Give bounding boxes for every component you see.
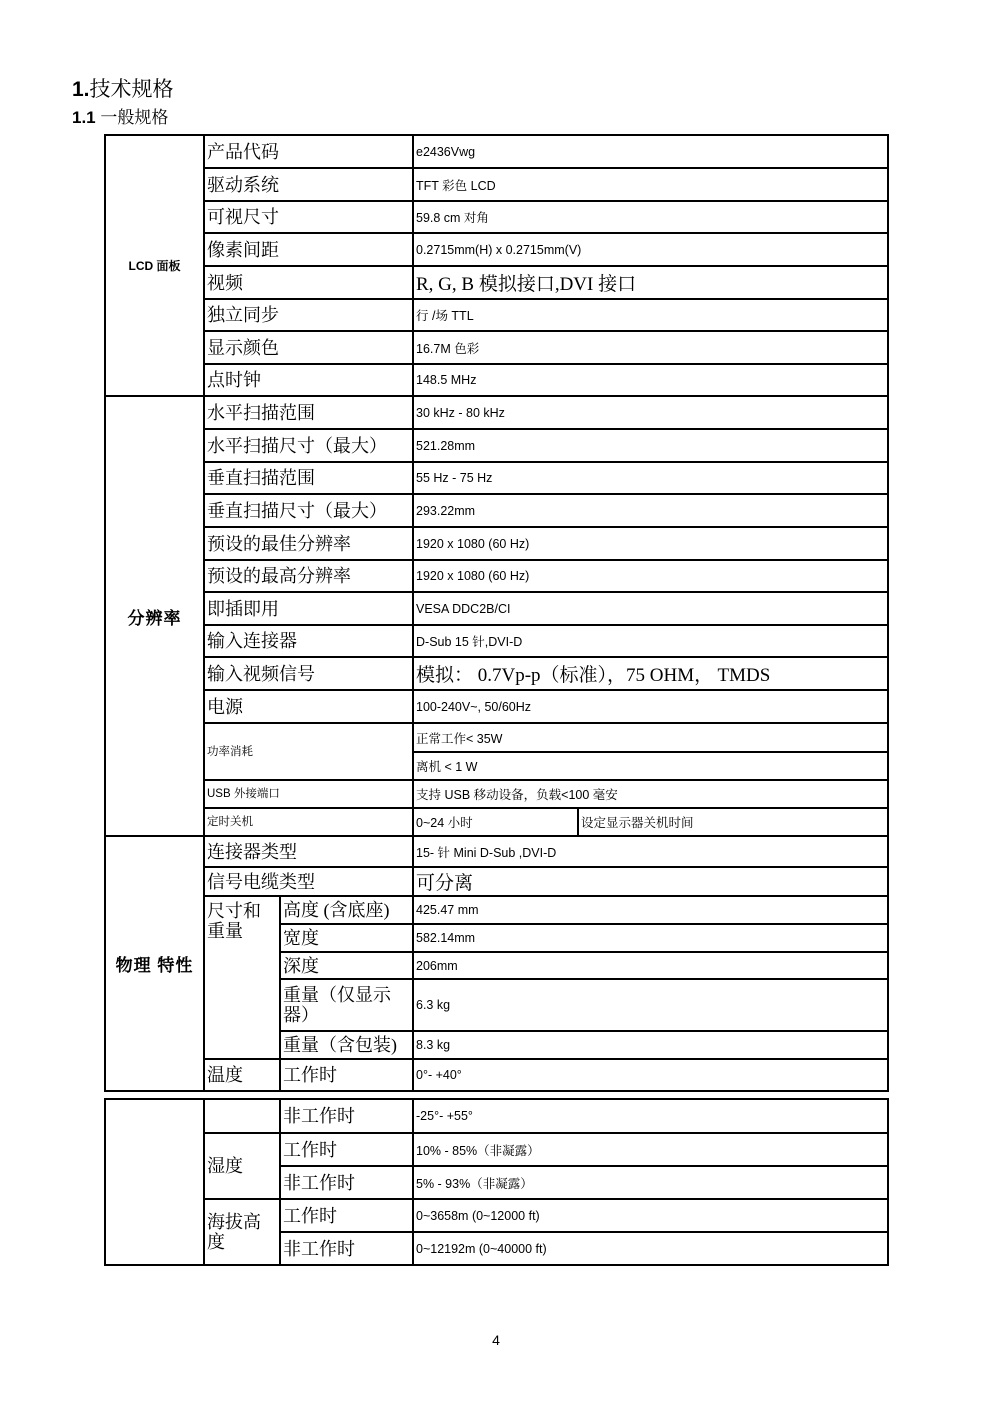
spec-label: 电源 <box>204 690 413 723</box>
spec-label: 预设的最高分辨率 <box>204 560 413 592</box>
spec-label: 驱动系统 <box>204 168 413 201</box>
spec-value: 55 Hz - 75 Hz <box>413 462 888 494</box>
table-row <box>105 1199 888 1232</box>
table-row <box>105 429 888 462</box>
table-row <box>105 168 888 201</box>
spec-label: 产品代码 <box>204 135 413 168</box>
spec-label: 输入连接器 <box>204 625 413 657</box>
spec-value: 1920 x 1080 (60 Hz) <box>413 560 888 592</box>
spec-value: e2436Vwg <box>413 135 888 168</box>
spec-sublabel: 工作时 <box>280 1133 413 1166</box>
spec-value: 5% - 93%（非凝露） <box>413 1166 888 1199</box>
spec-value: 1920 x 1080 (60 Hz) <box>413 527 888 560</box>
spec-value: 0.2715mm(H) x 0.2715mm(V) <box>413 233 888 266</box>
spec-value-timer: 0~24 小时 <box>413 808 578 836</box>
spec-value-power-on: 正常工作< 35W <box>413 723 888 752</box>
spec-value: 模拟： 0.7Vp-p（标准），75 OHM， TMDS <box>413 657 888 690</box>
section-heading <box>72 73 174 103</box>
spec-value: 425.47 mm <box>413 896 888 924</box>
spec-label-altitude: 海拔高度 <box>204 1199 280 1265</box>
spec-value: 30 kHz - 80 kHz <box>413 396 888 429</box>
spec-label-size-weight: 尺寸和重量 <box>204 896 280 1059</box>
spec-value: D-Sub 15 针,DVI-D <box>413 625 888 657</box>
table-row <box>105 896 888 924</box>
spec-value: 16.7M 色彩 <box>413 331 888 364</box>
spec-label-temperature: 温度 <box>204 1059 280 1091</box>
table-row <box>105 690 888 723</box>
spec-value: 8.3 kg <box>413 1031 888 1059</box>
spec-table-continued <box>104 1098 889 1266</box>
spec-sublabel: 非工作时 <box>280 1232 413 1265</box>
spec-note-timer: 设定显示器关机时间 <box>578 808 888 836</box>
spec-value: 6.3 kg <box>413 979 888 1031</box>
spec-value-usb: 支持 USB 移动设备，负载<100 毫安 <box>413 780 888 808</box>
table-row <box>105 462 888 494</box>
spec-label: 即插即用 <box>204 592 413 625</box>
spec-value: VESA DDC2B/CI <box>413 592 888 625</box>
spec-sublabel: 宽度 <box>280 924 413 952</box>
subsection-title: 一般规格 <box>100 108 169 127</box>
spec-label: 垂直扫描尺寸（最大） <box>204 494 413 527</box>
empty-cell <box>204 1099 280 1133</box>
spec-value: -25°- +55° <box>413 1099 888 1133</box>
table-row <box>105 780 888 808</box>
table-row <box>105 1133 888 1166</box>
subsection-heading <box>72 103 168 128</box>
spec-value: 15- 针 Mini D-Sub ,DVI-D <box>413 836 888 867</box>
table-row <box>105 527 888 560</box>
section-number: 1. <box>72 78 90 101</box>
spec-value: 0°- +40° <box>413 1059 888 1091</box>
spec-label: 独立同步 <box>204 299 413 331</box>
table-row <box>105 808 888 836</box>
table-row <box>105 625 888 657</box>
spec-sublabel: 工作时 <box>280 1059 413 1091</box>
table-row <box>105 836 888 867</box>
category-physical: 物理 特性 <box>105 836 204 1091</box>
spec-value: 521.28mm <box>413 429 888 462</box>
category-resolution: 分辨率 <box>105 396 204 836</box>
table-row <box>105 299 888 331</box>
spec-value: 148.5 MHz <box>413 364 888 396</box>
spec-value: 行 /场 TTL <box>413 299 888 331</box>
spec-label: 水平扫描尺寸（最大） <box>204 429 413 462</box>
spec-sublabel: 重量（仅显示器） <box>280 979 413 1031</box>
spec-label: 显示颜色 <box>204 331 413 364</box>
spec-value: TFT 彩色 LCD <box>413 168 888 201</box>
spec-label: 水平扫描范围 <box>204 396 413 429</box>
spec-sublabel: 非工作时 <box>280 1166 413 1199</box>
spec-label: 信号电缆类型 <box>204 867 413 896</box>
spec-value: 10% - 85%（非凝露） <box>413 1133 888 1166</box>
spec-value: 100-240V~, 50/60Hz <box>413 690 888 723</box>
table-row <box>105 657 888 690</box>
spec-table <box>104 134 889 1092</box>
spec-label: 可视尺寸 <box>204 201 413 233</box>
spec-label: 视频 <box>204 266 413 299</box>
table-row <box>105 1099 888 1133</box>
table-row <box>105 494 888 527</box>
category-blank <box>105 1099 204 1265</box>
table-row <box>105 592 888 625</box>
spec-value: 293.22mm <box>413 494 888 527</box>
spec-sublabel: 重量（含包装) <box>280 1031 413 1059</box>
page-number: 4 <box>492 1332 500 1348</box>
spec-value: 206mm <box>413 952 888 979</box>
spec-value: 59.8 cm 对角 <box>413 201 888 233</box>
spec-label: 连接器类型 <box>204 836 413 867</box>
spec-value-power-off: 离机 < 1 W <box>413 752 888 780</box>
spec-label: 像素间距 <box>204 233 413 266</box>
spec-sublabel: 高度 (含底座) <box>280 896 413 924</box>
spec-sublabel: 非工作时 <box>280 1099 413 1133</box>
table-row <box>105 396 888 429</box>
spec-label-usb: USB 外接端口 <box>204 780 413 808</box>
spec-label-timer: 定时关机 <box>204 808 413 836</box>
spec-sublabel: 深度 <box>280 952 413 979</box>
spec-label: 点时钟 <box>204 364 413 396</box>
table-row <box>105 233 888 266</box>
spec-sublabel: 工作时 <box>280 1199 413 1232</box>
spec-value: 582.14mm <box>413 924 888 952</box>
table-row <box>105 1059 888 1091</box>
spec-label-power: 功率消耗 <box>204 723 413 780</box>
category-lcd-panel: LCD 面板 <box>105 135 204 396</box>
table-row <box>105 331 888 364</box>
spec-label: 输入视频信号 <box>204 657 413 690</box>
spec-label: 预设的最佳分辨率 <box>204 527 413 560</box>
table-row <box>105 867 888 896</box>
table-row <box>105 201 888 233</box>
table-row <box>105 560 888 592</box>
spec-label: 垂直扫描范围 <box>204 462 413 494</box>
spec-value: 可分离 <box>413 867 888 896</box>
spec-value: 0~12192m (0~40000 ft) <box>413 1232 888 1265</box>
table-row <box>105 135 888 168</box>
table-row <box>105 266 888 299</box>
spec-value: R, G, B 模拟接口,DVI 接口 <box>413 266 888 299</box>
spec-value: 0~3658m (0~12000 ft) <box>413 1199 888 1232</box>
section-title: 技术规格 <box>89 78 174 101</box>
table-row <box>105 364 888 396</box>
spec-label-humidity: 湿度 <box>204 1133 280 1199</box>
subsection-number: 1.1 <box>72 108 96 127</box>
table-row <box>105 723 888 752</box>
